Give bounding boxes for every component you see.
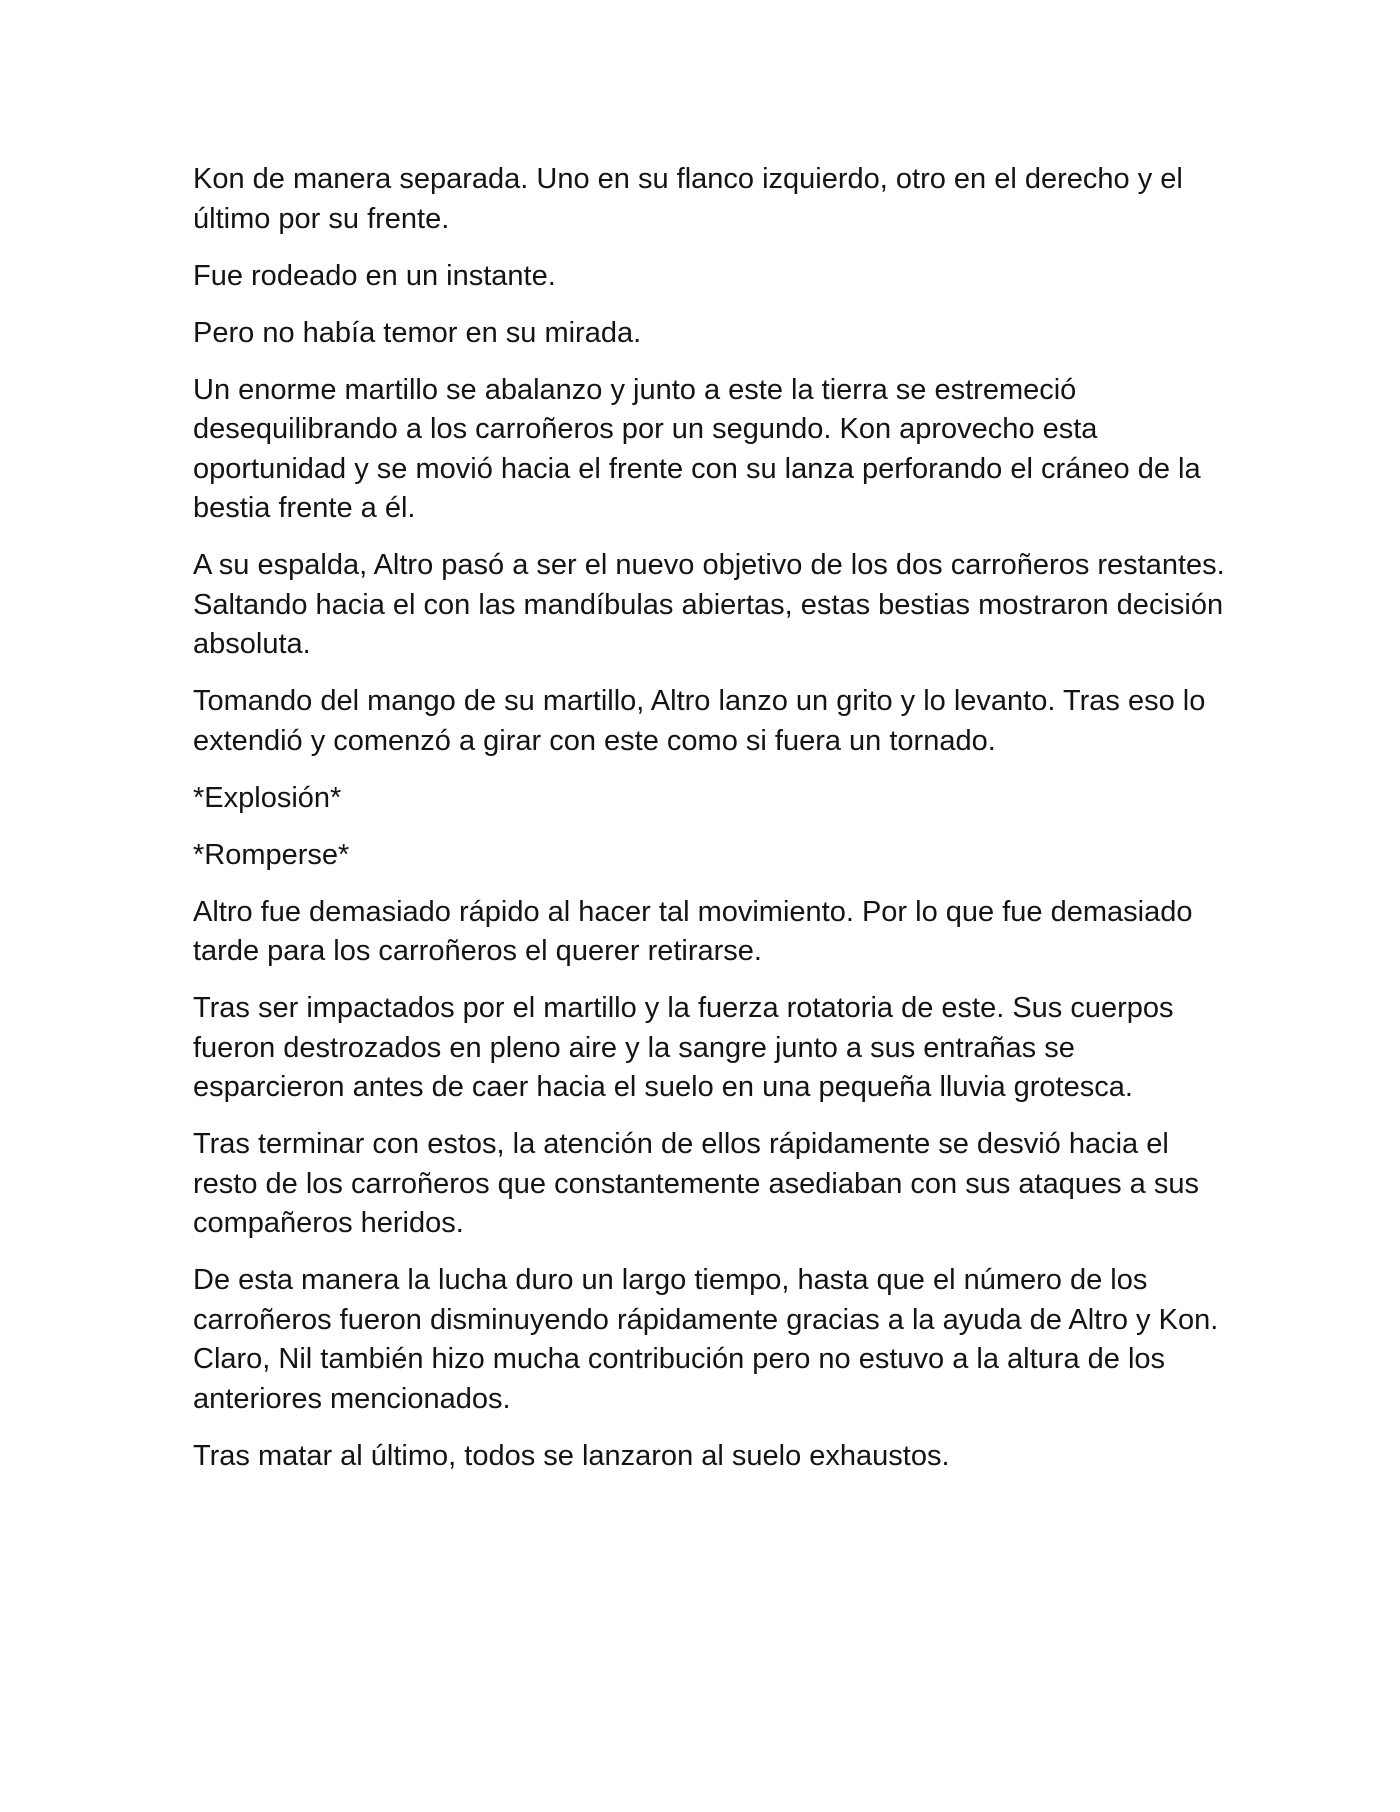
paragraph: De esta manera la lucha duro un largo tiempo, hasta que el número de los carroñeros fueron disminuyendo rápidamente gracias a la ayuda de Altro y Kon. Claro, Nil también hizo mucha contribución pero no estuvo a la altura de los anteriores mencionados. [193,1264,1219,1415]
paragraph: Un enorme martillo se abalanzo y junto a este la tierra se estremeció desequilibrando a los carroñeros por un segundo. Kon aprovecho esta oportunidad y se movió hacia el frente con su lanza perforando el cráneo de la bestia frente a él. [193,373,1201,524]
paragraph: Tras ser impactados por el martillo y la fuerza rotatoria de este. Sus cuerpos fueron destrozados en pleno aire y la sangre junto a sus entrañas se esparcieron antes de caer hacia el suelo en una pequeña lluvia grotesca. [193,992,1174,1103]
paragraph: Kon de manera separada. Uno en su flanco izquierdo, otro en el derecho y el último por su frente. [193,163,1183,235]
paragraph: Pero no había temor en su mirada. [193,316,642,349]
paragraph: Tras matar al último, todos se lanzaron al suelo exhaustos. [193,1439,950,1472]
document-body [193,160,1228,1494]
paragraph: *Romperse* [193,838,350,871]
paragraph: Altro fue demasiado rápido al hacer tal movimiento. Por lo que fue demasiado tarde para los carroñeros el querer retirarse. [193,895,1193,967]
paragraph: Fue rodeado en un instante. [193,259,556,292]
paragraph: Tomando del mango de su martillo, Altro lanzo un grito y lo levanto. Tras eso lo extendió y comenzó a girar con este como si fuera un tornado. [193,685,1206,757]
paragraph: A su espalda, Altro pasó a ser el nuevo objetivo de los dos carroñeros restantes. Saltando hacia el con las mandíbulas abiertas, estas bestias mostraron decisión absoluta. [193,549,1225,660]
paragraph: *Explosión* [193,781,342,814]
paragraph: Tras terminar con estos, la atención de ellos rápidamente se desvió hacia el resto de los carroñeros que constantemente asediaban con sus ataques a sus compañeros heridos. [193,1128,1199,1239]
